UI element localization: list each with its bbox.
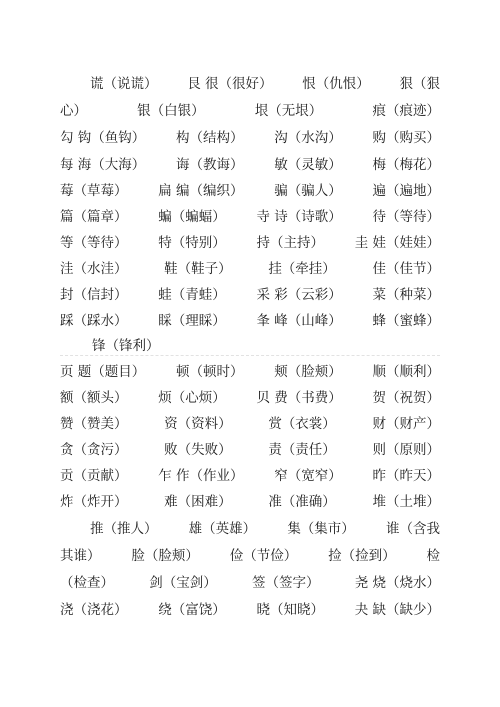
word-entry: 待（等待） xyxy=(372,209,440,225)
word-entry: 额（额头） xyxy=(60,390,128,406)
word-entry: 签（签字） xyxy=(251,575,320,591)
word-entry: 梅（梅花） xyxy=(372,157,440,173)
word-entry: 垠（无垠） xyxy=(254,103,323,119)
word-entry: 心） xyxy=(60,103,87,119)
text-line xyxy=(60,570,440,597)
word-entry: 构（结构） xyxy=(176,130,244,146)
word-entry: 页 题（题目） xyxy=(60,364,146,380)
word-entry: 采 彩（云彩） xyxy=(256,287,342,303)
text-line xyxy=(60,597,440,624)
word-entry: 夬 缺（缺少） xyxy=(354,602,440,618)
word-entry: 诲（教诲） xyxy=(176,157,244,173)
word-entry: 谁（含我 xyxy=(385,521,440,537)
word-entry: 圭 娃（娃娃） xyxy=(354,235,440,251)
word-entry: 锋（锋利） xyxy=(92,338,160,354)
word-entry: 推（推人） xyxy=(90,521,158,537)
word-entry: 篇（篇章） xyxy=(60,209,128,225)
text-line xyxy=(60,204,440,231)
text-line xyxy=(60,543,440,570)
word-entry: 洼（水洼） xyxy=(60,261,128,277)
text-line xyxy=(90,71,440,98)
word-entry: 俭（节俭） xyxy=(229,548,298,564)
word-entry: 踩（踩水） xyxy=(60,313,128,329)
word-entry: 尧 烧（烧水） xyxy=(354,575,440,591)
word-entry: 挂（牵挂） xyxy=(268,261,336,277)
word-entry: 财（财产） xyxy=(372,416,440,432)
word-entry: 鞋（鞋子） xyxy=(164,261,232,277)
word-entry: 捡（捡到） xyxy=(328,548,396,564)
word-entry: 贡（贡献） xyxy=(60,468,128,484)
text-line xyxy=(60,308,440,335)
word-entry: 顺（顺利） xyxy=(372,364,440,380)
word-entry: 则（原则） xyxy=(372,442,440,458)
word-entry: 佳（佳节） xyxy=(372,261,440,277)
word-entry: 沟（水沟） xyxy=(274,130,342,146)
word-entry: 蝙（蝙蝠） xyxy=(158,209,226,225)
word-entry: 睬（理睬） xyxy=(158,313,226,329)
word-entry: 贺（祝贺） xyxy=(372,390,440,406)
word-entry: 窄（宽窄） xyxy=(274,468,342,484)
word-entry: 颊（脸颊） xyxy=(274,364,342,380)
word-entry: 持（主持） xyxy=(256,235,324,251)
text-line xyxy=(60,98,440,125)
word-entry: 寺 诗（诗歌） xyxy=(256,209,342,225)
word-entry: 检 xyxy=(426,548,440,564)
word-entry: 雄（英雄） xyxy=(188,521,257,537)
word-entry: 扁 编（编织） xyxy=(158,183,244,199)
text-line xyxy=(60,152,440,179)
word-entry: 贝 费（书费） xyxy=(256,390,342,406)
word-entry: 烦（心烦） xyxy=(158,390,226,406)
word-entry: 贪（贪污） xyxy=(60,442,128,458)
word-entry: 乍 作（作业） xyxy=(158,468,244,484)
text-line xyxy=(60,178,440,205)
word-entry: 痕（痕迹） xyxy=(372,103,440,119)
word-entry: 堆（土堆） xyxy=(372,494,440,510)
word-entry: 炸（炸开） xyxy=(60,494,128,510)
word-entry: 顿（顿时） xyxy=(176,364,244,380)
word-entry: 购（购买） xyxy=(372,130,440,146)
word-entry: 责（责任） xyxy=(268,442,336,458)
word-entry: 菜（种菜） xyxy=(372,287,440,303)
word-entry: 银（白银） xyxy=(137,103,205,119)
word-entry: 其谁） xyxy=(60,548,101,564)
word-entry: 败（失败） xyxy=(164,442,232,458)
word-entry: 赞（赞美） xyxy=(60,416,128,432)
text-line xyxy=(60,359,440,386)
word-entry: 晓（知晓） xyxy=(256,602,324,618)
word-entry: 资（资料） xyxy=(164,416,232,432)
text-line xyxy=(60,463,440,490)
section-divider xyxy=(60,355,440,356)
text-line xyxy=(60,282,440,309)
word-entry: 蜂（蜜蜂） xyxy=(372,313,440,329)
word-entry: 浇（浇花） xyxy=(60,602,128,618)
word-entry: 谎（说谎） xyxy=(90,76,158,92)
word-entry: 艮 很（很好） xyxy=(187,76,273,92)
word-entry: 夆 峰（山峰） xyxy=(256,313,342,329)
text-line xyxy=(60,437,440,464)
text-line xyxy=(60,411,440,438)
word-entry: 敏（灵敏） xyxy=(274,157,342,173)
word-entry: 绕（富饶） xyxy=(158,602,226,618)
text-line xyxy=(90,516,440,543)
word-entry: 赏（衣裳） xyxy=(268,416,336,432)
word-entry: 集（集市） xyxy=(287,521,355,537)
text-line xyxy=(60,125,440,152)
text-line xyxy=(60,230,440,257)
text-line xyxy=(60,385,440,412)
text-line xyxy=(60,489,440,516)
word-entry: 勾 钩（鱼钩） xyxy=(60,130,146,146)
word-entry: 封（信封） xyxy=(60,287,128,303)
word-entry: 剑（宝剑） xyxy=(149,575,217,591)
word-entry: 特（特别） xyxy=(158,235,226,251)
word-entry: 昨（昨天） xyxy=(372,468,440,484)
word-entry: 准（准确） xyxy=(268,494,336,510)
word-entry: （检查） xyxy=(60,575,114,591)
word-entry: 恨（仇恨） xyxy=(302,76,370,92)
text-line xyxy=(60,256,440,283)
word-entry: 遍（遍地） xyxy=(372,183,440,199)
word-entry: 每 海（大海） xyxy=(60,157,146,173)
word-entry: 等（等待） xyxy=(60,235,128,251)
word-entry: 骗（骗人） xyxy=(274,183,342,199)
word-entry: 狠（狠 xyxy=(399,76,440,92)
word-entry: 蛙（青蛙） xyxy=(158,287,226,303)
word-entry: 脸（脸颊） xyxy=(131,548,199,564)
word-entry: 莓（草莓） xyxy=(60,183,128,199)
word-entry: 难（困难） xyxy=(164,494,232,510)
